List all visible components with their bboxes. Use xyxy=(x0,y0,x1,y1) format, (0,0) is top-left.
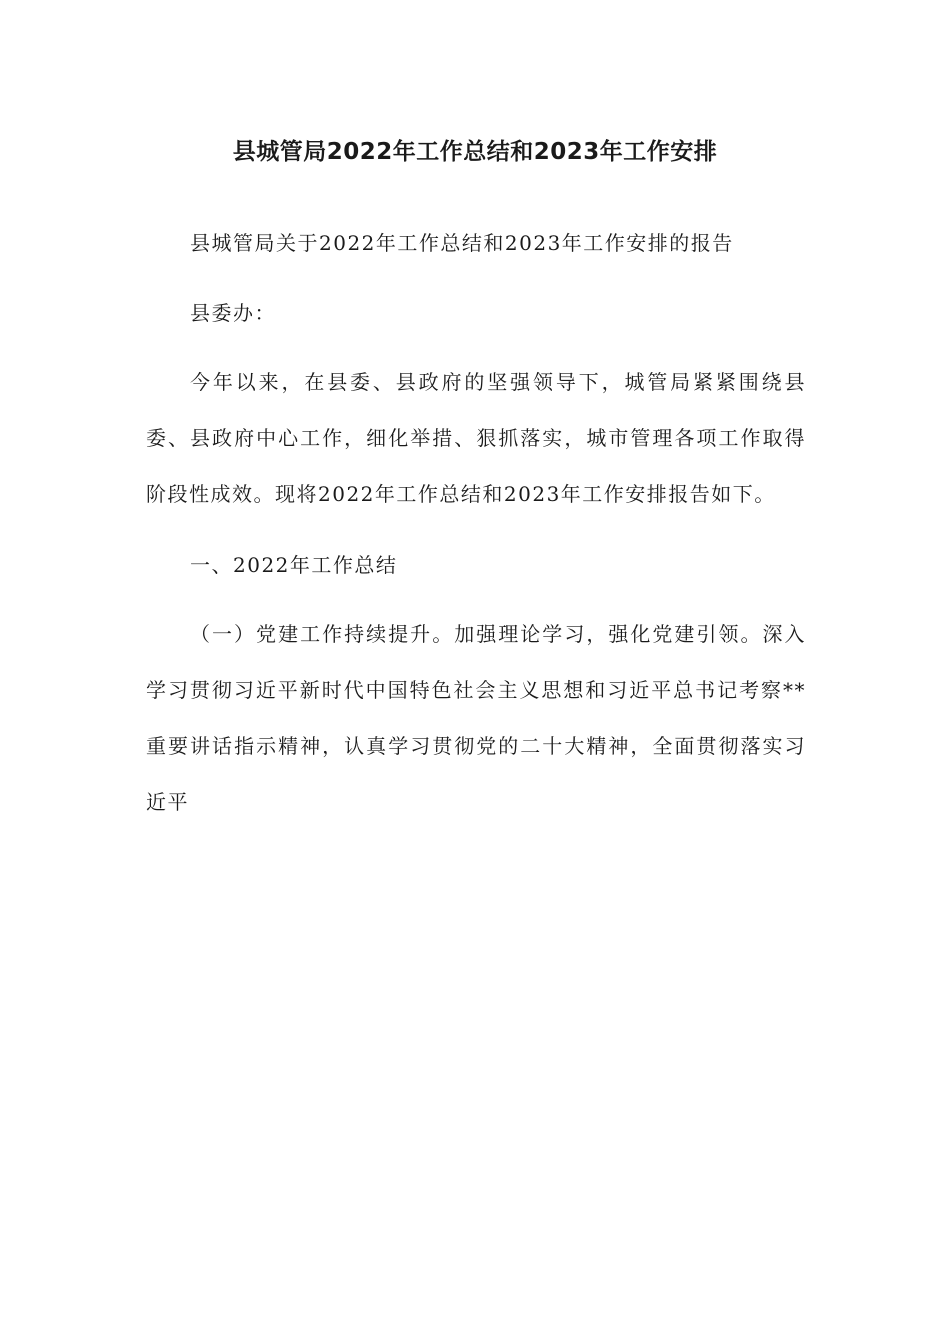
body-paragraph: （一）党建工作持续提升。加强理论学习，强化党建引领。深入学习贯彻习近平新时代中国特色社会主义思想和习近平总书记考察**重要讲话指示精神，认真学习贯彻党的二十大精神，全面贯彻落实习近平 xyxy=(146,622,806,814)
section-heading: 一、2022年工作总结 xyxy=(190,553,398,577)
intro-paragraph: 今年以来，在县委、县政府的坚强领导下，城管局紧紧围绕县委、县政府中心工作，细化举措、狠抓落实，城市管理各项工作取得阶段性成效。现将2022年工作总结和2023年工作安排报告如下。 xyxy=(146,370,806,506)
report-subtitle: 县城管局关于2022年工作总结和2023年工作安排的报告 xyxy=(190,231,734,255)
addressee: 县委办： xyxy=(190,301,276,325)
document-title: 县城管局2022年工作总结和2023年工作安排 xyxy=(232,139,718,165)
